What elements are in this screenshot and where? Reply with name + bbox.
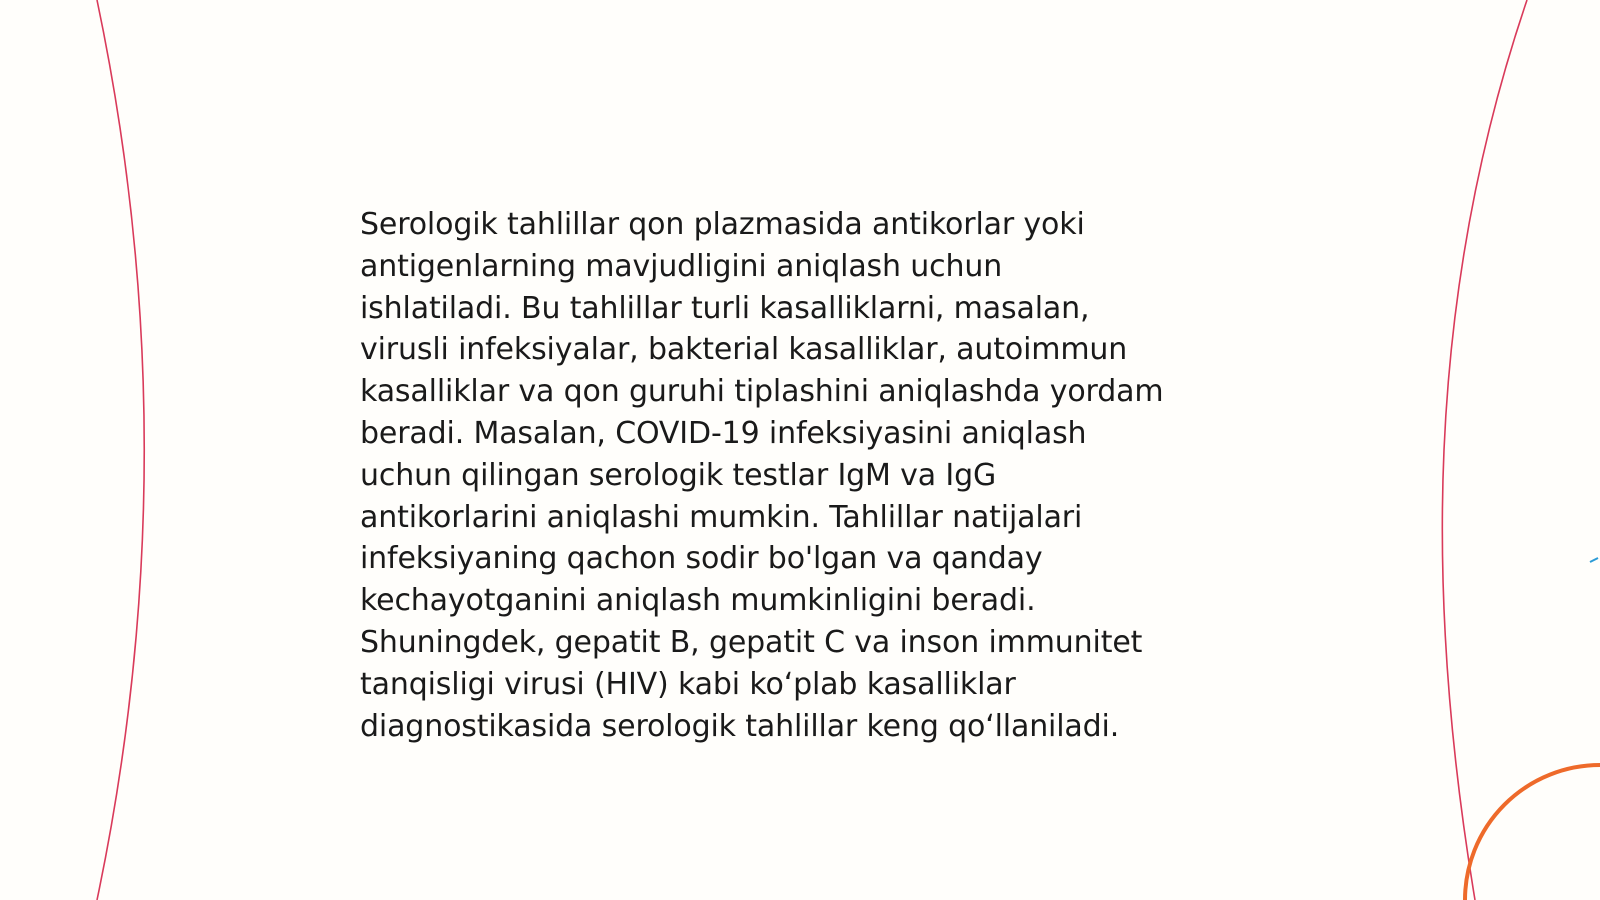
right-arc [1442,0,1527,900]
corner-circle [1465,765,1600,900]
edge-accent-mark [1590,558,1598,562]
left-arc [97,0,144,900]
body-paragraph: Serologik tahlillar qon plazmasida antikorlar yoki antigenlarning mavjudligini aniqlash uchun ishlatiladi. Bu tahlillar turli kasalliklarni, masalan, virusli infeksiyalar, bakterial kasalliklar, autoimmun kasalliklar va qon guruhi tiplashini aniqlashda yordam beradi. Masalan, COVID-19 infeksiyasini aniqlash uchun qilingan serologik testlar IgM va IgG antikorlarini aniqlashi mumkin. Tahlillar natijalari infeksiyaning qachon sodir bo'lgan va qanday kechayotganini aniqlash mumkinligini beradi. Shuningdek, gepatit B, gepatit C va inson immunitet tanqisligi virusi (HIV) kabi ko‘plab kasalliklar diagnostikasida serologik tahlillar keng qo‘llaniladi. [360,207,1164,744]
